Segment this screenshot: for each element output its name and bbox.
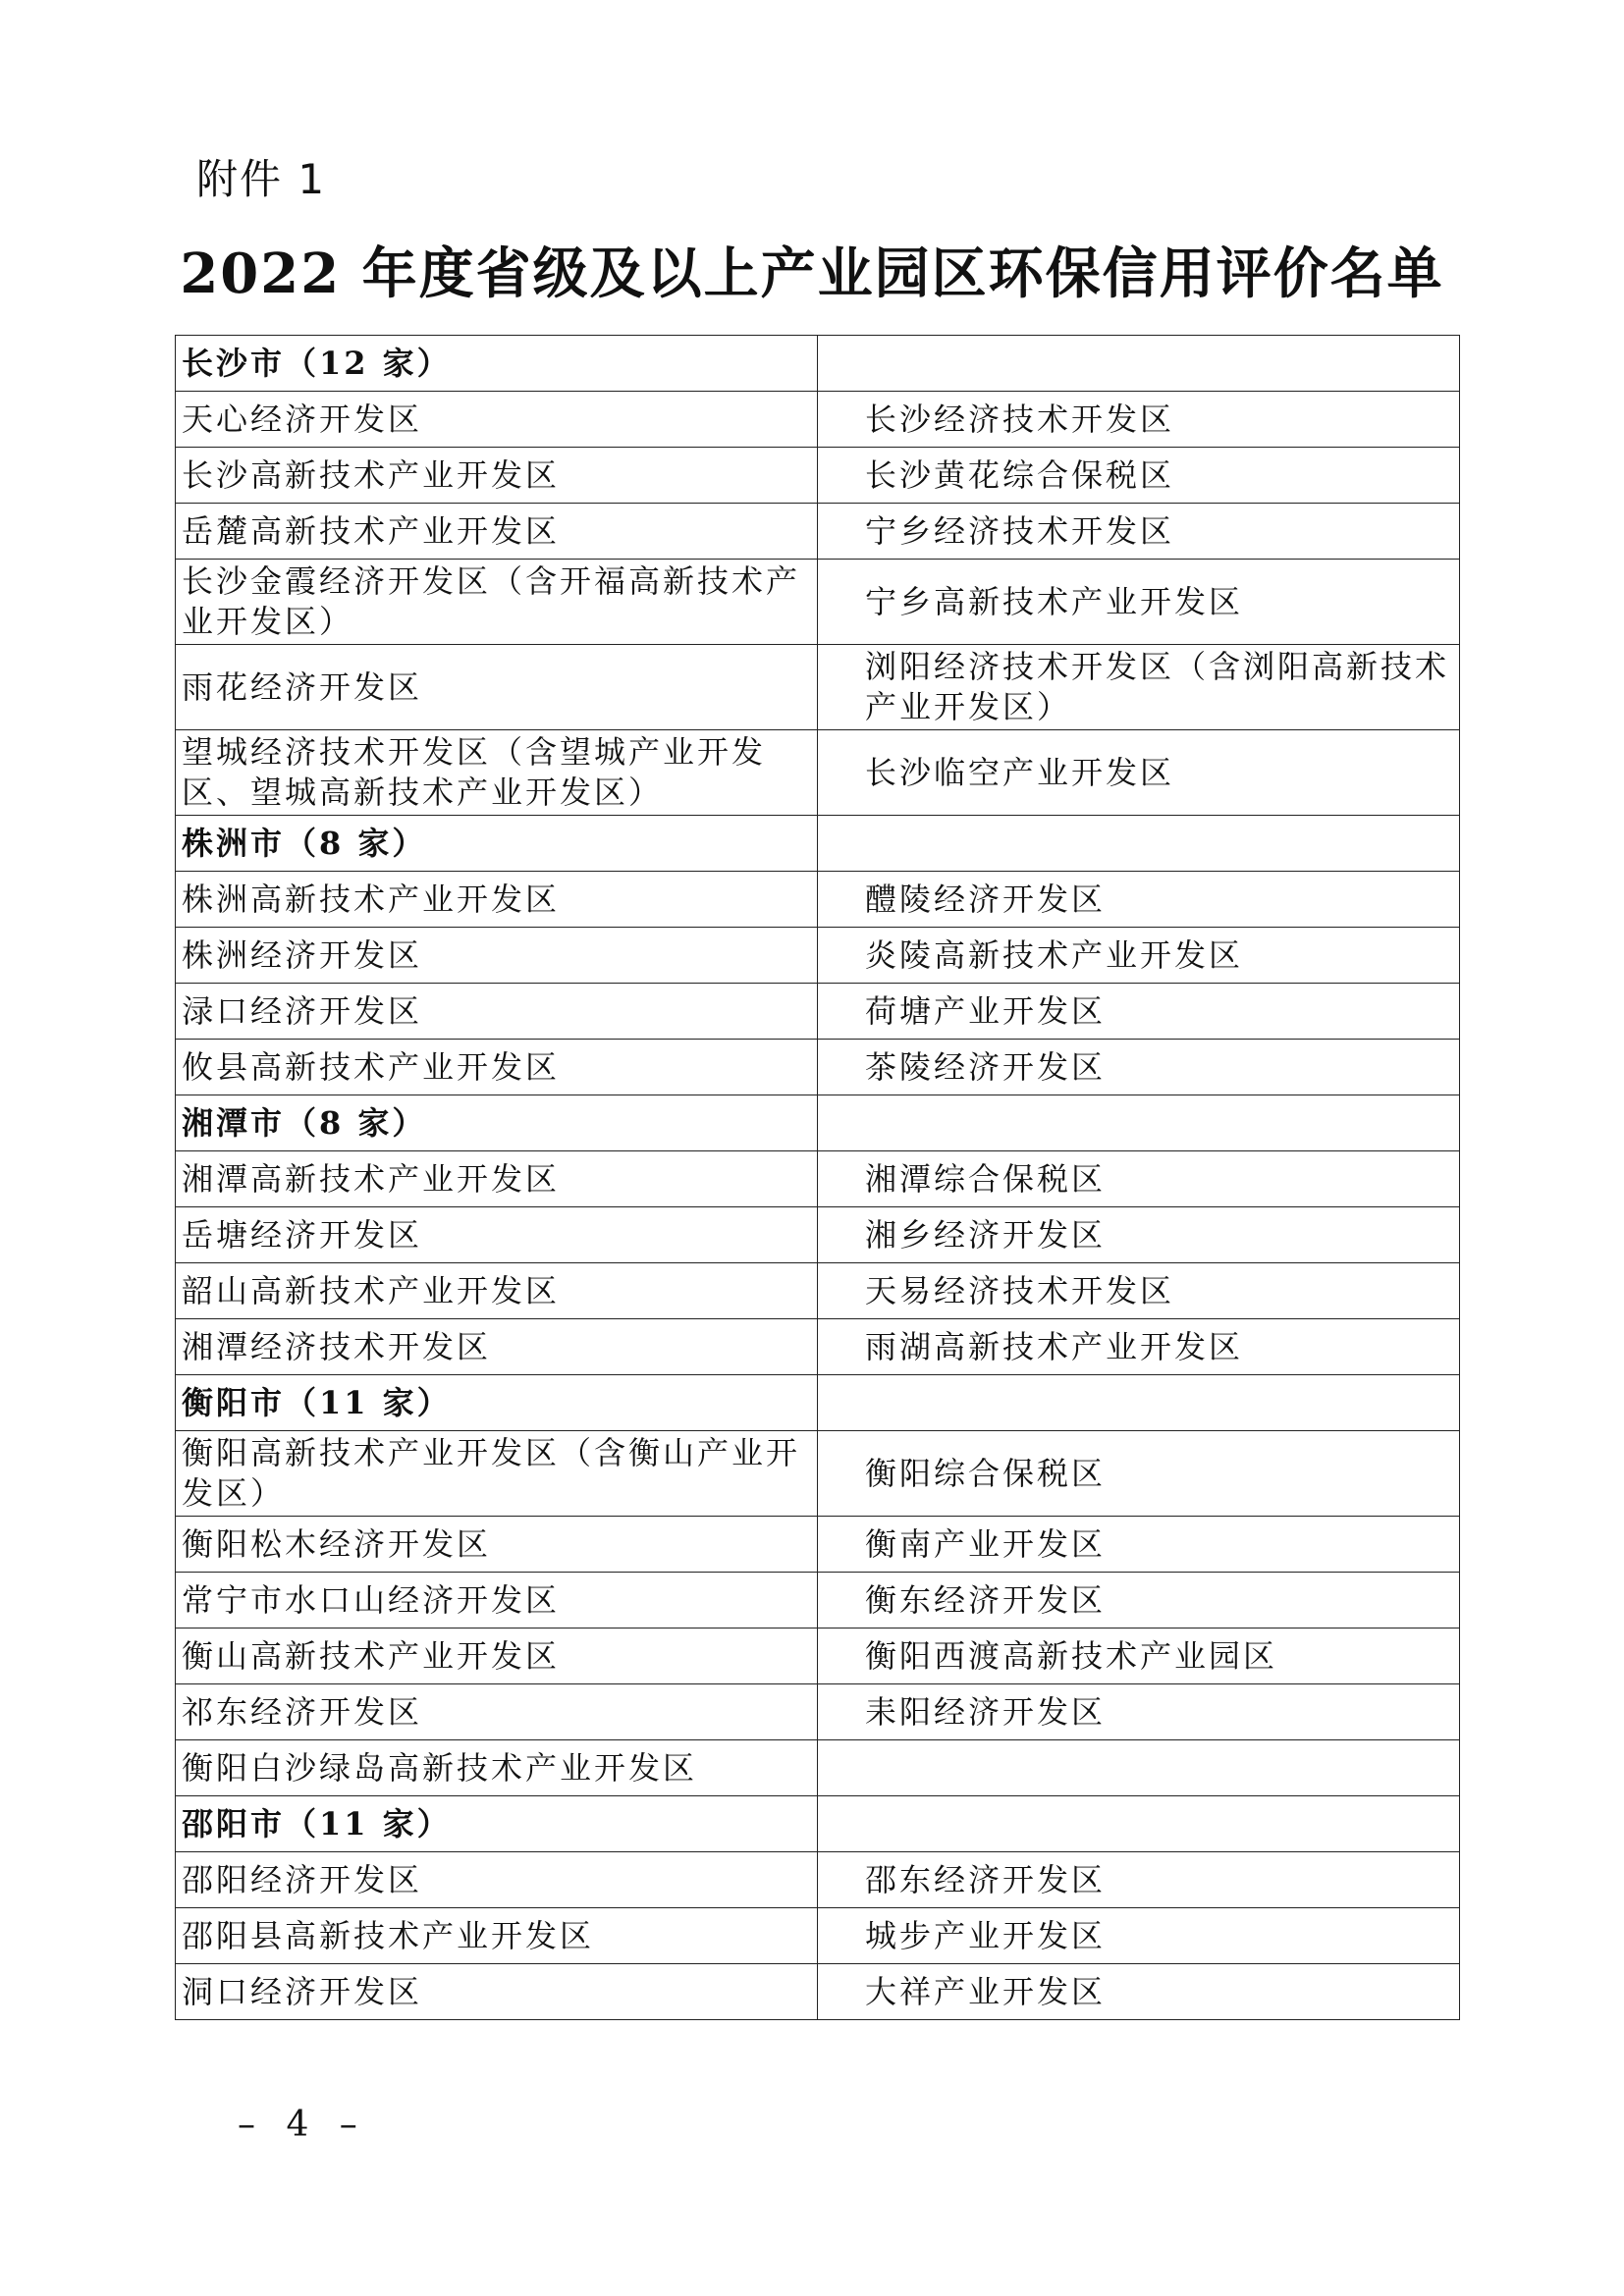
- table-row: [176, 1573, 1460, 1629]
- park-name-cell: 炎陵高新技术产业开发区: [818, 928, 1460, 984]
- park-name-cell: [818, 1375, 1460, 1431]
- park-name-cell: 湘乡经济开发区: [818, 1207, 1460, 1263]
- park-name-cell: 岳麓高新技术产业开发区: [176, 504, 818, 560]
- park-name-cell: 韶山高新技术产业开发区: [176, 1263, 818, 1319]
- table-row: [176, 872, 1460, 928]
- park-name-cell: 攸县高新技术产业开发区: [176, 1040, 818, 1095]
- park-name-cell: 邵阳县高新技术产业开发区: [176, 1908, 818, 1964]
- city-name-cell: 邵阳市（11 家）: [176, 1796, 818, 1852]
- park-name-cell: 衡东经济开发区: [818, 1573, 1460, 1629]
- park-name-cell: 衡南产业开发区: [818, 1517, 1460, 1573]
- park-name-cell: 茶陵经济开发区: [818, 1040, 1460, 1095]
- park-name-cell: 衡阳西渡高新技术产业园区: [818, 1629, 1460, 1684]
- park-name-cell: 雨湖高新技术产业开发区: [818, 1319, 1460, 1375]
- park-list-table: [175, 335, 1460, 2020]
- park-name-cell: 望城经济技术开发区（含望城产业开发区、望城高新技术产业开发区）: [176, 730, 818, 816]
- city-header-row: [176, 336, 1460, 392]
- park-name-cell: 浏阳经济技术开发区（含浏阳高新技术产业开发区）: [818, 645, 1460, 730]
- park-name-cell: [818, 1095, 1460, 1151]
- park-name-cell: 株洲经济开发区: [176, 928, 818, 984]
- park-name-cell: 衡阳白沙绿岛高新技术产业开发区: [176, 1740, 818, 1796]
- park-name-cell: 大祥产业开发区: [818, 1964, 1460, 2020]
- table-row: [176, 984, 1460, 1040]
- table-row: [176, 1319, 1460, 1375]
- table-row: [176, 392, 1460, 448]
- table-row: [176, 560, 1460, 645]
- park-name-cell: [818, 816, 1460, 872]
- table-row: [176, 1207, 1460, 1263]
- attachment-label: 附件 1: [196, 155, 327, 203]
- park-name-cell: 湘潭综合保税区: [818, 1151, 1460, 1207]
- park-name-cell: 常宁市水口山经济开发区: [176, 1573, 818, 1629]
- table-row: [176, 1740, 1460, 1796]
- park-name-cell: 天易经济技术开发区: [818, 1263, 1460, 1319]
- park-name-cell: [818, 1740, 1460, 1796]
- table-row: [176, 645, 1460, 730]
- table-row: [176, 1852, 1460, 1908]
- park-name-cell: 岳塘经济开发区: [176, 1207, 818, 1263]
- table-row: [176, 1629, 1460, 1684]
- park-name-cell: 湘潭经济技术开发区: [176, 1319, 818, 1375]
- park-name-cell: 长沙高新技术产业开发区: [176, 448, 818, 504]
- park-name-cell: 长沙临空产业开发区: [818, 730, 1460, 816]
- table-row: [176, 1431, 1460, 1517]
- park-name-cell: 衡阳综合保税区: [818, 1431, 1460, 1517]
- park-name-cell: 洞口经济开发区: [176, 1964, 818, 2020]
- park-name-cell: 长沙黄花综合保税区: [818, 448, 1460, 504]
- park-name-cell: 湘潭高新技术产业开发区: [176, 1151, 818, 1207]
- park-name-cell: [818, 336, 1460, 392]
- park-name-cell: 长沙经济技术开发区: [818, 392, 1460, 448]
- table-row: [176, 1964, 1460, 2020]
- park-name-cell: 荷塘产业开发区: [818, 984, 1460, 1040]
- city-name-cell: 长沙市（12 家）: [176, 336, 818, 392]
- park-name-cell: 衡阳松木经济开发区: [176, 1517, 818, 1573]
- table-row: [176, 1151, 1460, 1207]
- park-name-cell: 衡山高新技术产业开发区: [176, 1629, 818, 1684]
- park-name-cell: 邵阳经济开发区: [176, 1852, 818, 1908]
- table-row: [176, 1517, 1460, 1573]
- city-name-cell: 株洲市（8 家）: [176, 816, 818, 872]
- table-row: [176, 1040, 1460, 1095]
- table-row: [176, 504, 1460, 560]
- city-header-row: [176, 1796, 1460, 1852]
- park-name-cell: 渌口经济开发区: [176, 984, 818, 1040]
- city-header-row: [176, 1095, 1460, 1151]
- city-name-cell: 湘潭市（8 家）: [176, 1095, 818, 1151]
- park-name-cell: 邵东经济开发区: [818, 1852, 1460, 1908]
- park-name-cell: 宁乡高新技术产业开发区: [818, 560, 1460, 645]
- document-title: 2022 年度省级及以上产业园区环保信用评价名单: [180, 241, 1444, 306]
- table-row: [176, 928, 1460, 984]
- park-name-cell: 长沙金霞经济开发区（含开福高新技术产业开发区）: [176, 560, 818, 645]
- city-header-row: [176, 816, 1460, 872]
- park-name-cell: 天心经济开发区: [176, 392, 818, 448]
- park-name-cell: 衡阳高新技术产业开发区（含衡山产业开发区）: [176, 1431, 818, 1517]
- table-row: [176, 1908, 1460, 1964]
- park-name-cell: [818, 1796, 1460, 1852]
- city-header-row: [176, 1375, 1460, 1431]
- park-name-cell: 醴陵经济开发区: [818, 872, 1460, 928]
- park-name-cell: 雨花经济开发区: [176, 645, 818, 730]
- table-row: [176, 730, 1460, 816]
- city-name-cell: 衡阳市（11 家）: [176, 1375, 818, 1431]
- table-row: [176, 1263, 1460, 1319]
- page-number: – 4 –: [238, 2105, 367, 2145]
- park-name-cell: 耒阳经济开发区: [818, 1684, 1460, 1740]
- park-name-cell: 宁乡经济技术开发区: [818, 504, 1460, 560]
- park-name-cell: 祁东经济开发区: [176, 1684, 818, 1740]
- table-row: [176, 1684, 1460, 1740]
- park-name-cell: 城步产业开发区: [818, 1908, 1460, 1964]
- park-name-cell: 株洲高新技术产业开发区: [176, 872, 818, 928]
- table-row: [176, 448, 1460, 504]
